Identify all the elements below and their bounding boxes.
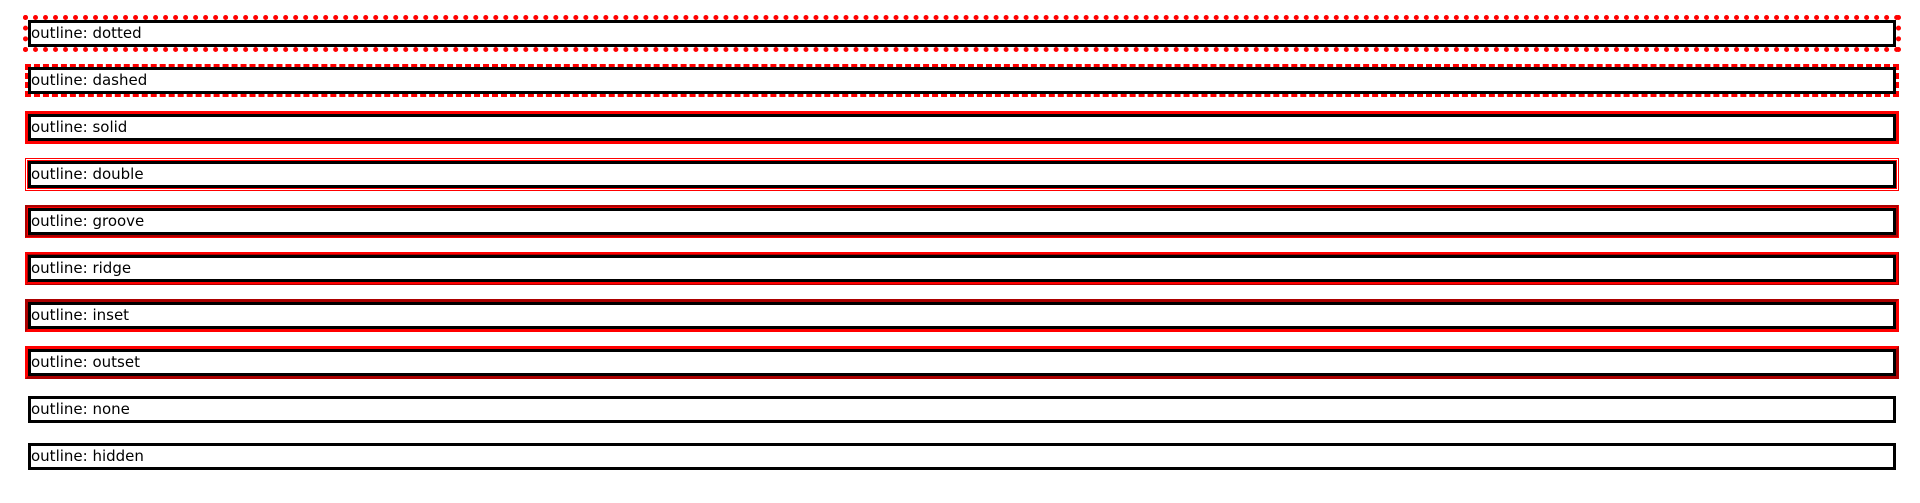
outline-dotted-box: outline: dotted (28, 20, 1896, 47)
outline-groove-box: outline: groove (28, 208, 1896, 235)
outline-ridge-box: outline: ridge (28, 255, 1896, 282)
outline-hidden-box: outline: hidden (28, 443, 1896, 470)
outline-examples-list (28, 20, 1896, 490)
outline-double-box: outline: double (28, 161, 1896, 188)
outline-inset-box: outline: inset (28, 302, 1896, 329)
outline-outset-box: outline: outset (28, 349, 1896, 376)
outline-dashed-box: outline: dashed (28, 67, 1896, 94)
outline-none-box: outline: none (28, 396, 1896, 423)
outline-solid-box: outline: solid (28, 114, 1896, 141)
